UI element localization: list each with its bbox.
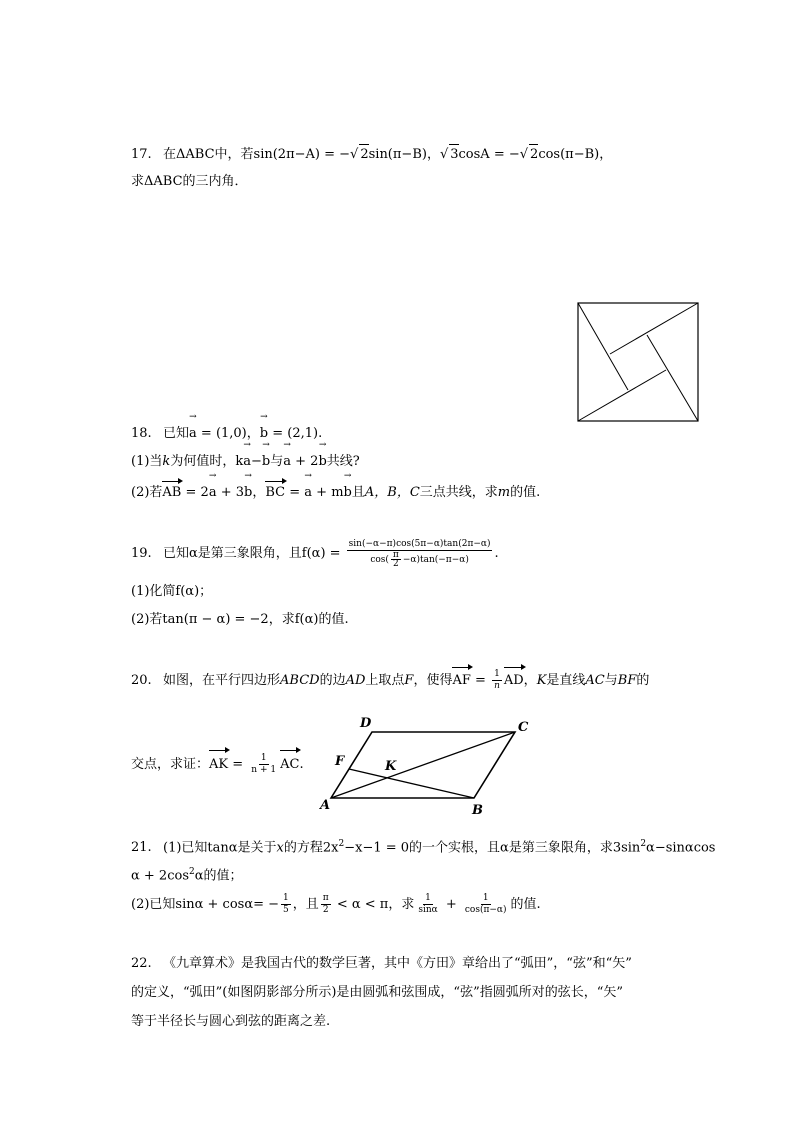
q20-mid4: ，: [523, 673, 537, 688]
q18-part1: [131, 452, 360, 472]
q21-number: 21.: [131, 840, 152, 856]
fraction-denominator: [368, 551, 471, 568]
q21-l1b: 的方程2x: [283, 840, 339, 856]
label-D: D: [360, 716, 372, 731]
q17-eq1b: sin(π−B)，: [368, 147, 440, 162]
label-B: B: [472, 803, 483, 818]
label-A: A: [320, 798, 331, 813]
q21-l3a: (2)已知sinα + cosα= −: [131, 897, 280, 912]
frac-den: 5: [283, 905, 289, 915]
q18-with: 与: [270, 454, 284, 469]
sup-2: 2: [189, 867, 195, 877]
q22-line2: 的定义，“弧田”(如图阴影部分所示)是由圆弧和弦围成，“弦”指圆弧所对的弦长，“矢”: [131, 985, 624, 1000]
q22-number: 22.: [131, 956, 152, 971]
q17-text: 在ΔABC中，若: [163, 147, 254, 162]
q22-line3: 等于半径长与圆心到弦的距离之差.: [131, 1014, 331, 1029]
vector-b: → b: [262, 452, 270, 472]
q18-points: A，B，C: [364, 485, 420, 500]
frac-num: 1: [283, 893, 289, 903]
q19-line1: [131, 539, 499, 568]
q20-mid1: 的边: [319, 673, 346, 688]
fraction-numerator: sin(−α−π)cos(5π−α)tan(2π−α): [348, 539, 491, 549]
diagonal-AC: [331, 732, 515, 798]
vector-b: → b: [318, 452, 326, 472]
vector-AD: AD: [504, 667, 524, 693]
q18-p1-prefix: (1)当: [131, 454, 163, 469]
frac-1-cos: [463, 893, 509, 916]
q21-l3d: +: [441, 897, 461, 912]
q21-l2a: α + 2cos: [131, 868, 189, 884]
q18-p2-end3: 的值.: [510, 485, 541, 500]
frac-num: π: [322, 893, 329, 903]
frac-1-sin: [416, 893, 439, 916]
q18-part2: [131, 481, 540, 503]
q18-comma: ，: [252, 485, 266, 500]
q20-prefix: 如图，在平行四边形: [163, 673, 281, 688]
q20-mid6: 与: [604, 673, 618, 688]
q20-mid3: ，使得: [413, 673, 453, 688]
q20-number: 20.: [131, 673, 152, 688]
q21-l2b: α的值；: [194, 868, 243, 884]
q18-b-val: = (2,1).: [268, 426, 323, 441]
q21-l1c: −x−1 = 0的一个实根，且α是第三象限角，求3sin: [344, 840, 641, 856]
parallelogram-figure: [310, 710, 540, 820]
frac-den: 2: [322, 905, 329, 915]
sqrt-sign: √: [519, 147, 529, 162]
frac-num: 1: [260, 753, 267, 763]
sup-2: 2: [640, 839, 647, 849]
q22-text1: 《九章算术》是我国古代的数学巨著，其中《方田》章给出了“弧田”，“弦”和“矢”: [163, 956, 632, 971]
q21-l1d: α−sinαcos: [646, 840, 716, 856]
q20-line2: [131, 750, 304, 778]
q18-plus: + 3: [216, 485, 245, 500]
q21-l1a: (1)已知tanα是关于: [163, 840, 277, 856]
q17-number: 17.: [131, 147, 152, 162]
q20-bf: BF: [617, 673, 637, 688]
q19-end: .: [494, 546, 499, 561]
q20-frac: [492, 669, 502, 692]
q18-eq1: = 2: [181, 485, 209, 500]
q18-plus: + 2: [291, 454, 319, 469]
q20-line1: [131, 667, 649, 693]
q17-sqrt3: 3: [449, 144, 458, 165]
q17-eq2b: cos(π−B)，: [538, 147, 613, 162]
vector-b: → b: [244, 483, 252, 503]
q18-k: k: [235, 454, 244, 469]
label-K: K: [385, 759, 397, 774]
q18-line1: [131, 424, 322, 444]
q17-sqrt2: 2: [359, 144, 368, 165]
label-F: F: [335, 754, 345, 769]
square-figure: [577, 302, 700, 423]
q20-eq2: =: [228, 757, 248, 772]
q20-mid5: 是直线: [546, 673, 586, 688]
frac-den: cos(π−α): [464, 905, 507, 915]
q21-l3c: < α < π，求: [332, 897, 415, 912]
q18-p1-mid: 为何值时，: [170, 454, 236, 469]
q18-number: 18.: [131, 426, 152, 441]
vector-AK: AK: [209, 750, 228, 778]
vector-a: → a: [243, 452, 251, 472]
frac-pi-2: [321, 893, 331, 916]
q19-fraction: [347, 539, 493, 568]
vector-a: → a: [189, 424, 197, 444]
q20-ac: AC: [585, 673, 605, 688]
frac-num: 1: [494, 669, 500, 679]
pi: π: [392, 550, 399, 560]
q20-eq: =: [470, 673, 491, 688]
q20-line2-prefix: 交点，求证：: [131, 757, 210, 772]
frac-num: 1: [425, 893, 431, 903]
q20-end: .: [299, 757, 304, 772]
vector-b: → b: [260, 424, 268, 444]
q21-line1: [131, 834, 715, 858]
q21-line3: [131, 891, 541, 919]
q20-abcd: ABCD: [280, 673, 320, 688]
q19-prefix: 已知α是第三象限角，且f(α) =: [163, 546, 345, 561]
q18-p1-end: 共线?: [326, 454, 360, 469]
q18-text: 已知: [163, 426, 190, 441]
vector-AB: AB: [162, 481, 181, 503]
var-x: x: [276, 840, 284, 856]
q21-line2: [131, 862, 243, 886]
q17-sqrt2b: 2: [529, 144, 538, 165]
q22-line1: [131, 954, 632, 974]
frac-den: n: [494, 681, 500, 691]
q18-plus-m: + m: [312, 485, 344, 500]
vector-BC: BC: [265, 481, 285, 503]
q17-eq1: sin(2π−A) = −: [253, 147, 351, 162]
label-C: C: [518, 720, 529, 735]
var-k: k: [162, 454, 171, 469]
vector-AC: AC: [280, 750, 299, 778]
frac-1-5: [281, 893, 291, 916]
q20-k: K: [536, 673, 547, 688]
pi-over-2: [391, 551, 401, 568]
vector-a: → a: [209, 483, 217, 503]
q20-ad: AD: [345, 673, 366, 688]
q20-mid7: 的: [636, 673, 650, 688]
q19-part1: (1)化简f(α)；: [131, 584, 213, 599]
two: 2: [393, 559, 399, 569]
q18-eq2: =: [285, 485, 305, 500]
frac-den: n + 1: [251, 765, 277, 775]
q18-minus: −: [250, 454, 262, 469]
den-b: −α)tan(−π−α): [402, 555, 469, 565]
q21-l3b: ，且: [292, 897, 319, 912]
frac-num: 1: [482, 893, 489, 903]
q18-and: 且: [351, 485, 365, 500]
frac-den: sinα: [418, 905, 438, 915]
q18-a-val: = (1,0)，: [196, 426, 260, 441]
q19-part2: (2)若tan(π − α) = −2，求f(α)的值.: [131, 612, 349, 627]
q20-f: F: [404, 673, 414, 688]
q17-line2: 求ΔABC的三内角．: [131, 174, 248, 189]
q17-line1: [131, 144, 612, 165]
q20-mid2: 上取点: [365, 673, 405, 688]
q20-frac2: [249, 753, 278, 776]
sqrt-sign: √: [439, 147, 449, 162]
vector-a: → a: [304, 483, 312, 503]
vector-a: → a: [283, 452, 291, 472]
q17-eq2: cosA = −: [458, 147, 520, 162]
den-a: cos(: [370, 555, 389, 565]
sqrt-sign: √: [350, 147, 359, 162]
vector-b: → b: [344, 483, 352, 503]
q18-p2-prefix: (2)若: [131, 485, 163, 500]
sup-2: 2: [338, 839, 345, 849]
segment-BF: [349, 769, 474, 798]
q21-l3e: 的值.: [510, 897, 541, 912]
vector-AF: AF: [452, 667, 470, 693]
q18-p2-end2: 三点共线，求: [419, 485, 498, 500]
q19-number: 19.: [131, 546, 152, 561]
var-m: m: [497, 485, 511, 500]
